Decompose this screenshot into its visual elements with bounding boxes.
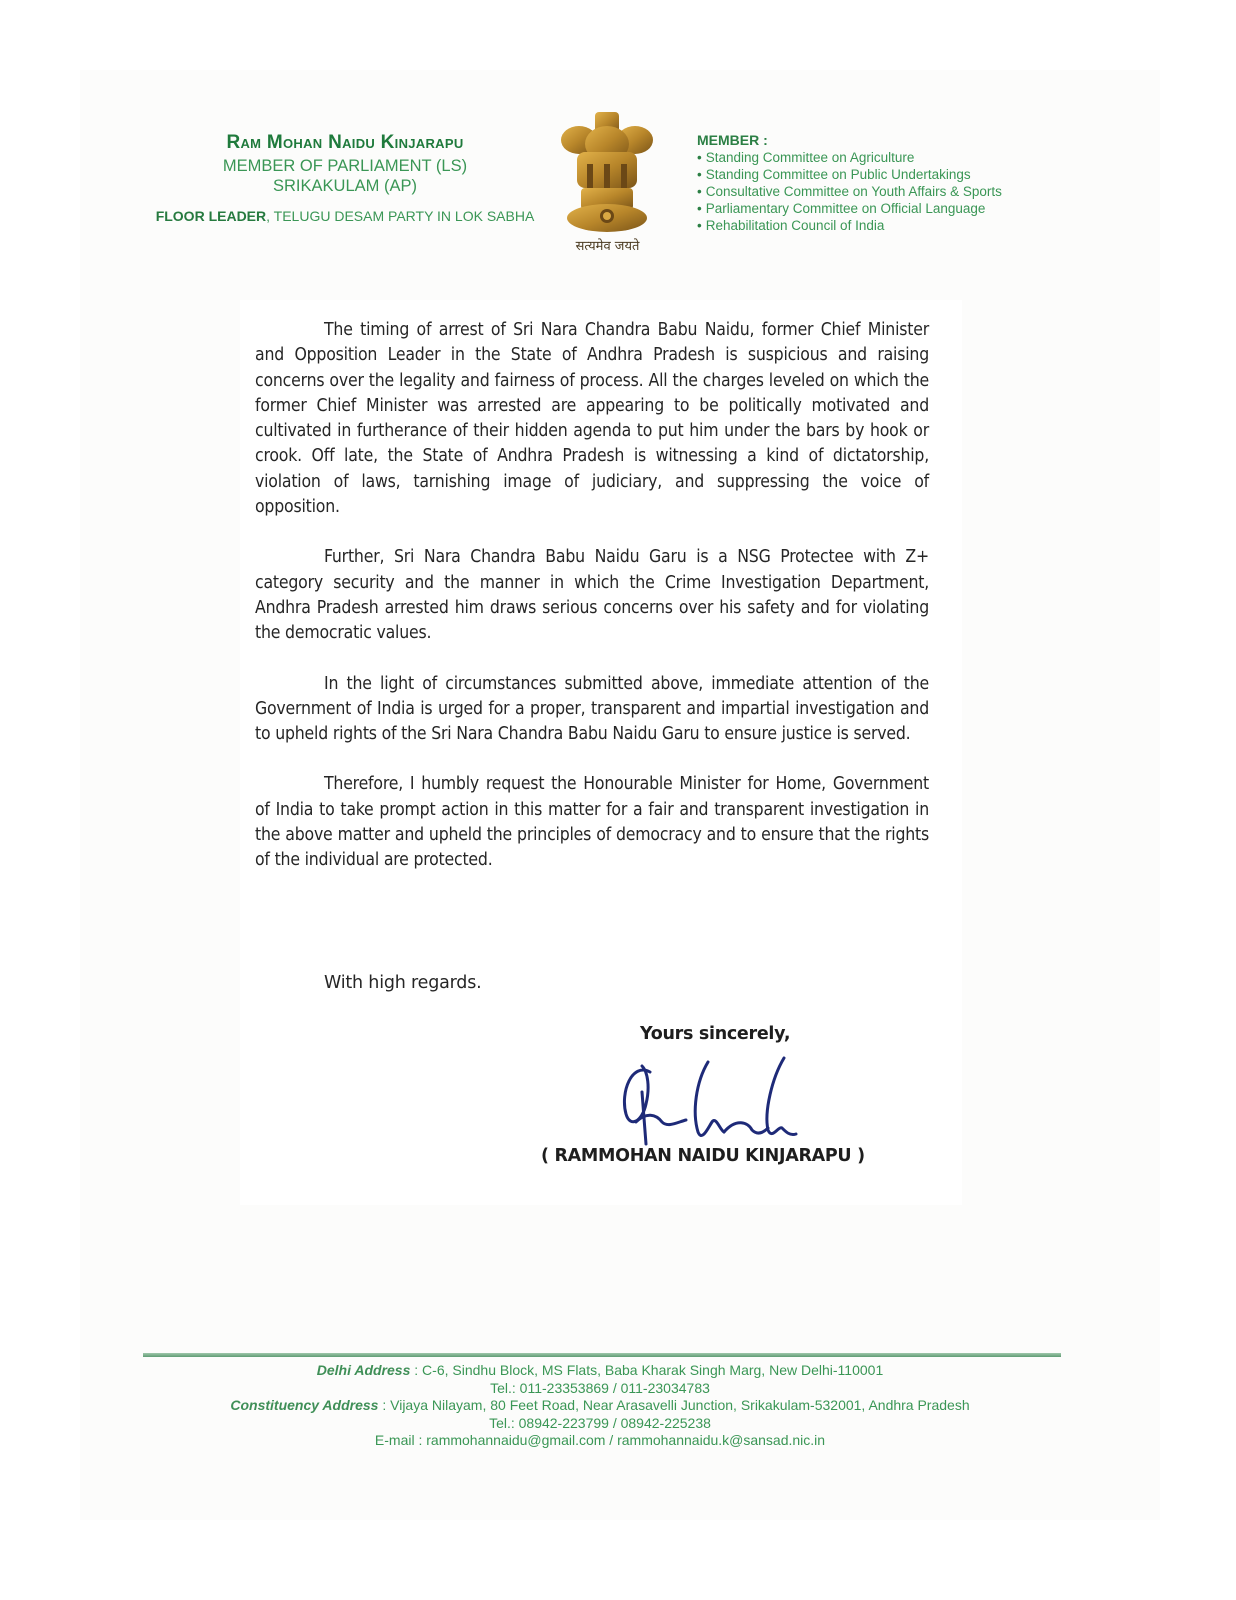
letterhead-identity	[130, 130, 560, 224]
footer-addresses	[120, 1362, 1080, 1450]
signatory-name: ( RAMMOHAN NAIDU KINJARAPU )	[541, 1146, 865, 1166]
letter-paragraph: In the light of circumstances submitted above, immediate attention of the Government of India is urged for a proper, transparent and impartial investigation and to upheld rights of the Sri Nara Chandra Babu Naidu Garu to ensure justice is served.	[255, 673, 929, 745]
delhi-address-label: Delhi Address	[316, 1362, 411, 1378]
floor-leader-rest: , TELUGU DESAM PARTY IN LOK SABHA	[266, 208, 535, 224]
letter-body	[255, 318, 929, 899]
constituency-address: : Vijaya Nilayam, 80 Feet Road, Near Arasavelli Junction, Srikakulam-532001, Andhra Pradesh	[378, 1397, 970, 1413]
emblem-motto: सत्यमेव जयते	[575, 239, 640, 254]
email-line: E-mail : rammohannaidu@gmail.com / rammohannaidu.k@sansad.nic.in	[374, 1432, 826, 1448]
floor-leader-label: FLOOR LEADER	[155, 208, 267, 224]
regards-line: With high regards.	[324, 973, 482, 993]
membership-item: • Consultative Committee on Youth Affairs & Sports	[697, 183, 1002, 200]
floor-leader-line	[130, 208, 560, 224]
constituency-telephone: Tel.: 08942-223799 / 08942-225238	[489, 1414, 711, 1431]
mp-designation: MEMBER OF PARLIAMENT (LS)	[222, 157, 468, 175]
constituency-address-line	[120, 1397, 1080, 1415]
membership-item: • Parliamentary Committee on Official Language	[697, 200, 1002, 217]
delhi-telephone: Tel.: 011-23353869 / 011-23034783	[490, 1379, 710, 1396]
delhi-address-line	[120, 1362, 1080, 1380]
membership-item: • Standing Committee on Public Undertakings	[697, 166, 1002, 183]
mp-name: Ram Mohan Naidu Kinjarapu	[226, 132, 464, 153]
closing-line: Yours sincerely,	[640, 1024, 791, 1044]
signature-icon	[612, 1052, 812, 1152]
membership-list	[697, 149, 1002, 234]
constituency-address-label: Constituency Address	[230, 1397, 379, 1413]
letter-paragraph: The timing of arrest of Sri Nara Chandra Babu Naidu, former Chief Minister and Opposition Leader in the State of Andhra Pradesh is suspicious and raising concerns over the legality and fairness of process. All the charges leveled on which the former Chief Minister was arrested are appearing to be politically motivated and cultivated in furtherance of their hidden agenda to put him under the bars by hook or crook. Off late, the State of Andhra Pradesh is witnessing a kind of dictatorship, violation of laws, tarnishing image of judiciary, and suppressing the voice of opposition.	[255, 320, 929, 518]
mp-constituency: SRIKAKULAM (AP)	[273, 177, 417, 195]
letter-paragraph: Further, Sri Nara Chandra Babu Naidu Garu is a NSG Protectee with Z+ category security and the manner in which the Crime Investigation Department, Andhra Pradesh arrested him draws serious concerns over his safety and for violating the democratic values.	[255, 547, 929, 644]
delhi-address: : C-6, Sindhu Block, MS Flats, Baba Kharak Singh Marg, New Delhi-110001	[410, 1362, 884, 1378]
membership-item: • Rehabilitation Council of India	[697, 217, 1002, 234]
letter-paragraph: Therefore, I humbly request the Honourable Minister for Home, Government of India to take prompt action in this matter for a fair and transparent investigation in the above matter and upheld the principles of democracy and to ensure that the rights of the individual are protected.	[255, 774, 929, 871]
member-heading: MEMBER :	[697, 132, 768, 148]
footer-divider	[143, 1353, 1061, 1357]
membership-item: • Standing Committee on Agriculture	[697, 149, 1002, 166]
memberships-block	[697, 131, 1002, 234]
